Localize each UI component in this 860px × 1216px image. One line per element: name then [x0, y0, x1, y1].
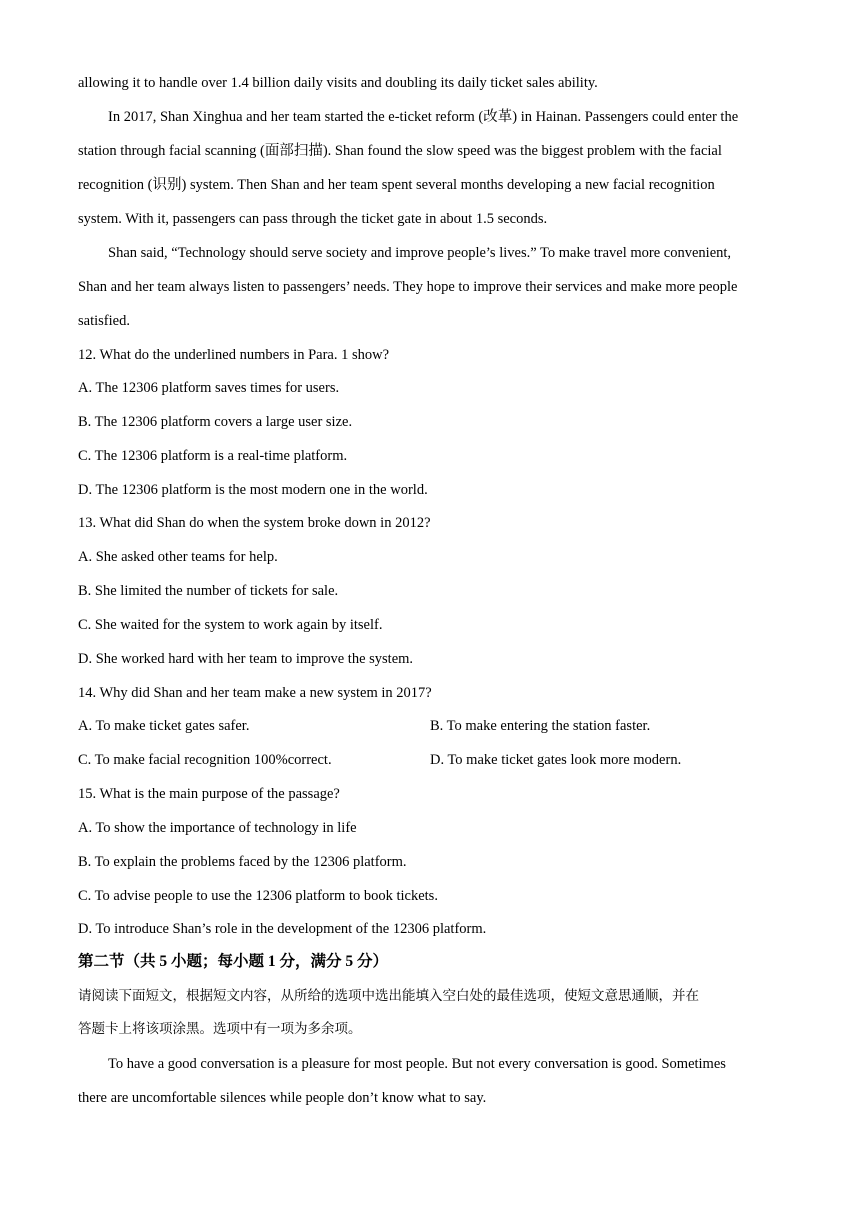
passage-line: allowing it to handle over 1.4 billion daily visits and doubling its daily ticket sales ability.	[78, 75, 598, 91]
answer-option: A. The 12306 platform saves times for users.	[78, 380, 340, 396]
answer-option: A. To show the importance of technology in life	[78, 820, 357, 836]
passage-line: Shan and her team always listen to passengers’ needs. They hope to improve their services and make more people	[78, 279, 738, 295]
answer-option: D. To introduce Shan’s role in the development of the 12306 platform.	[78, 921, 487, 937]
answer-option: C. To make facial recognition 100%correct.	[78, 752, 332, 768]
answer-option: C. To advise people to use the 12306 platform to book tickets.	[78, 888, 438, 904]
question-stem: 12. What do the underlined numbers in Para. 1 show?	[78, 347, 390, 363]
answer-option: B. To explain the problems faced by the 12306 platform.	[78, 854, 407, 870]
answer-option: B. She limited the number of tickets for sale.	[78, 583, 339, 599]
answer-option: A. To make ticket gates safer.	[78, 718, 250, 734]
passage-line: system. With it, passengers can pass through the ticket gate in about 1.5 seconds.	[78, 211, 548, 227]
passage-line: satisfied.	[78, 313, 130, 329]
question-stem: 15. What is the main purpose of the passage?	[78, 786, 340, 802]
passage-line: station through facial scanning (面部扫描). Shan found the slow speed was the biggest problem with the facial	[78, 143, 722, 159]
passage-line: recognition (识别) system. Then Shan and her team spent several months developing a new facial recognition	[78, 177, 715, 193]
answer-option: D. The 12306 platform is the most modern one in the world.	[78, 482, 428, 498]
answer-option: C. She waited for the system to work again by itself.	[78, 617, 383, 633]
passage-paragraph-start: To have a good conversation is a pleasure for most people. But not every conversation is good. Sometimes	[108, 1056, 726, 1072]
passage-paragraph-start: Shan said, “Technology should serve society and improve people’s lives.” To make travel more convenient,	[108, 245, 732, 261]
answer-option: B. To make entering the station faster.	[430, 718, 651, 734]
passage-line: there are uncomfortable silences while people don’t know what to say.	[78, 1090, 487, 1106]
answer-option: B. The 12306 platform covers a large user size.	[78, 414, 353, 430]
answer-option: C. The 12306 platform is a real-time platform.	[78, 448, 348, 464]
question-stem: 13. What did Shan do when the system broke down in 2012?	[78, 515, 431, 531]
question-stem: 14. Why did Shan and her team make a new system in 2017?	[78, 685, 432, 701]
answer-option: A. She asked other teams for help.	[78, 549, 278, 565]
answer-option: D. She worked hard with her team to improve the system.	[78, 651, 414, 667]
section-heading: 第二节（共 5 小题；每小题 1 分，满分 5 分）	[78, 953, 389, 970]
section-instruction: 请阅读下面短文，根据短文内容，从所给的选项中选出能填入空白处的最佳选项，使短文意思通顺，并在	[78, 988, 699, 1004]
section-instruction: 答题卡上将该项涂黑。选项中有一项为多余项。	[78, 1021, 362, 1037]
passage-paragraph-start: In 2017, Shan Xinghua and her team started the e-ticket reform (改革) in Hainan. Passengers could enter the	[108, 109, 739, 125]
answer-option: D. To make ticket gates look more modern.	[430, 752, 682, 768]
